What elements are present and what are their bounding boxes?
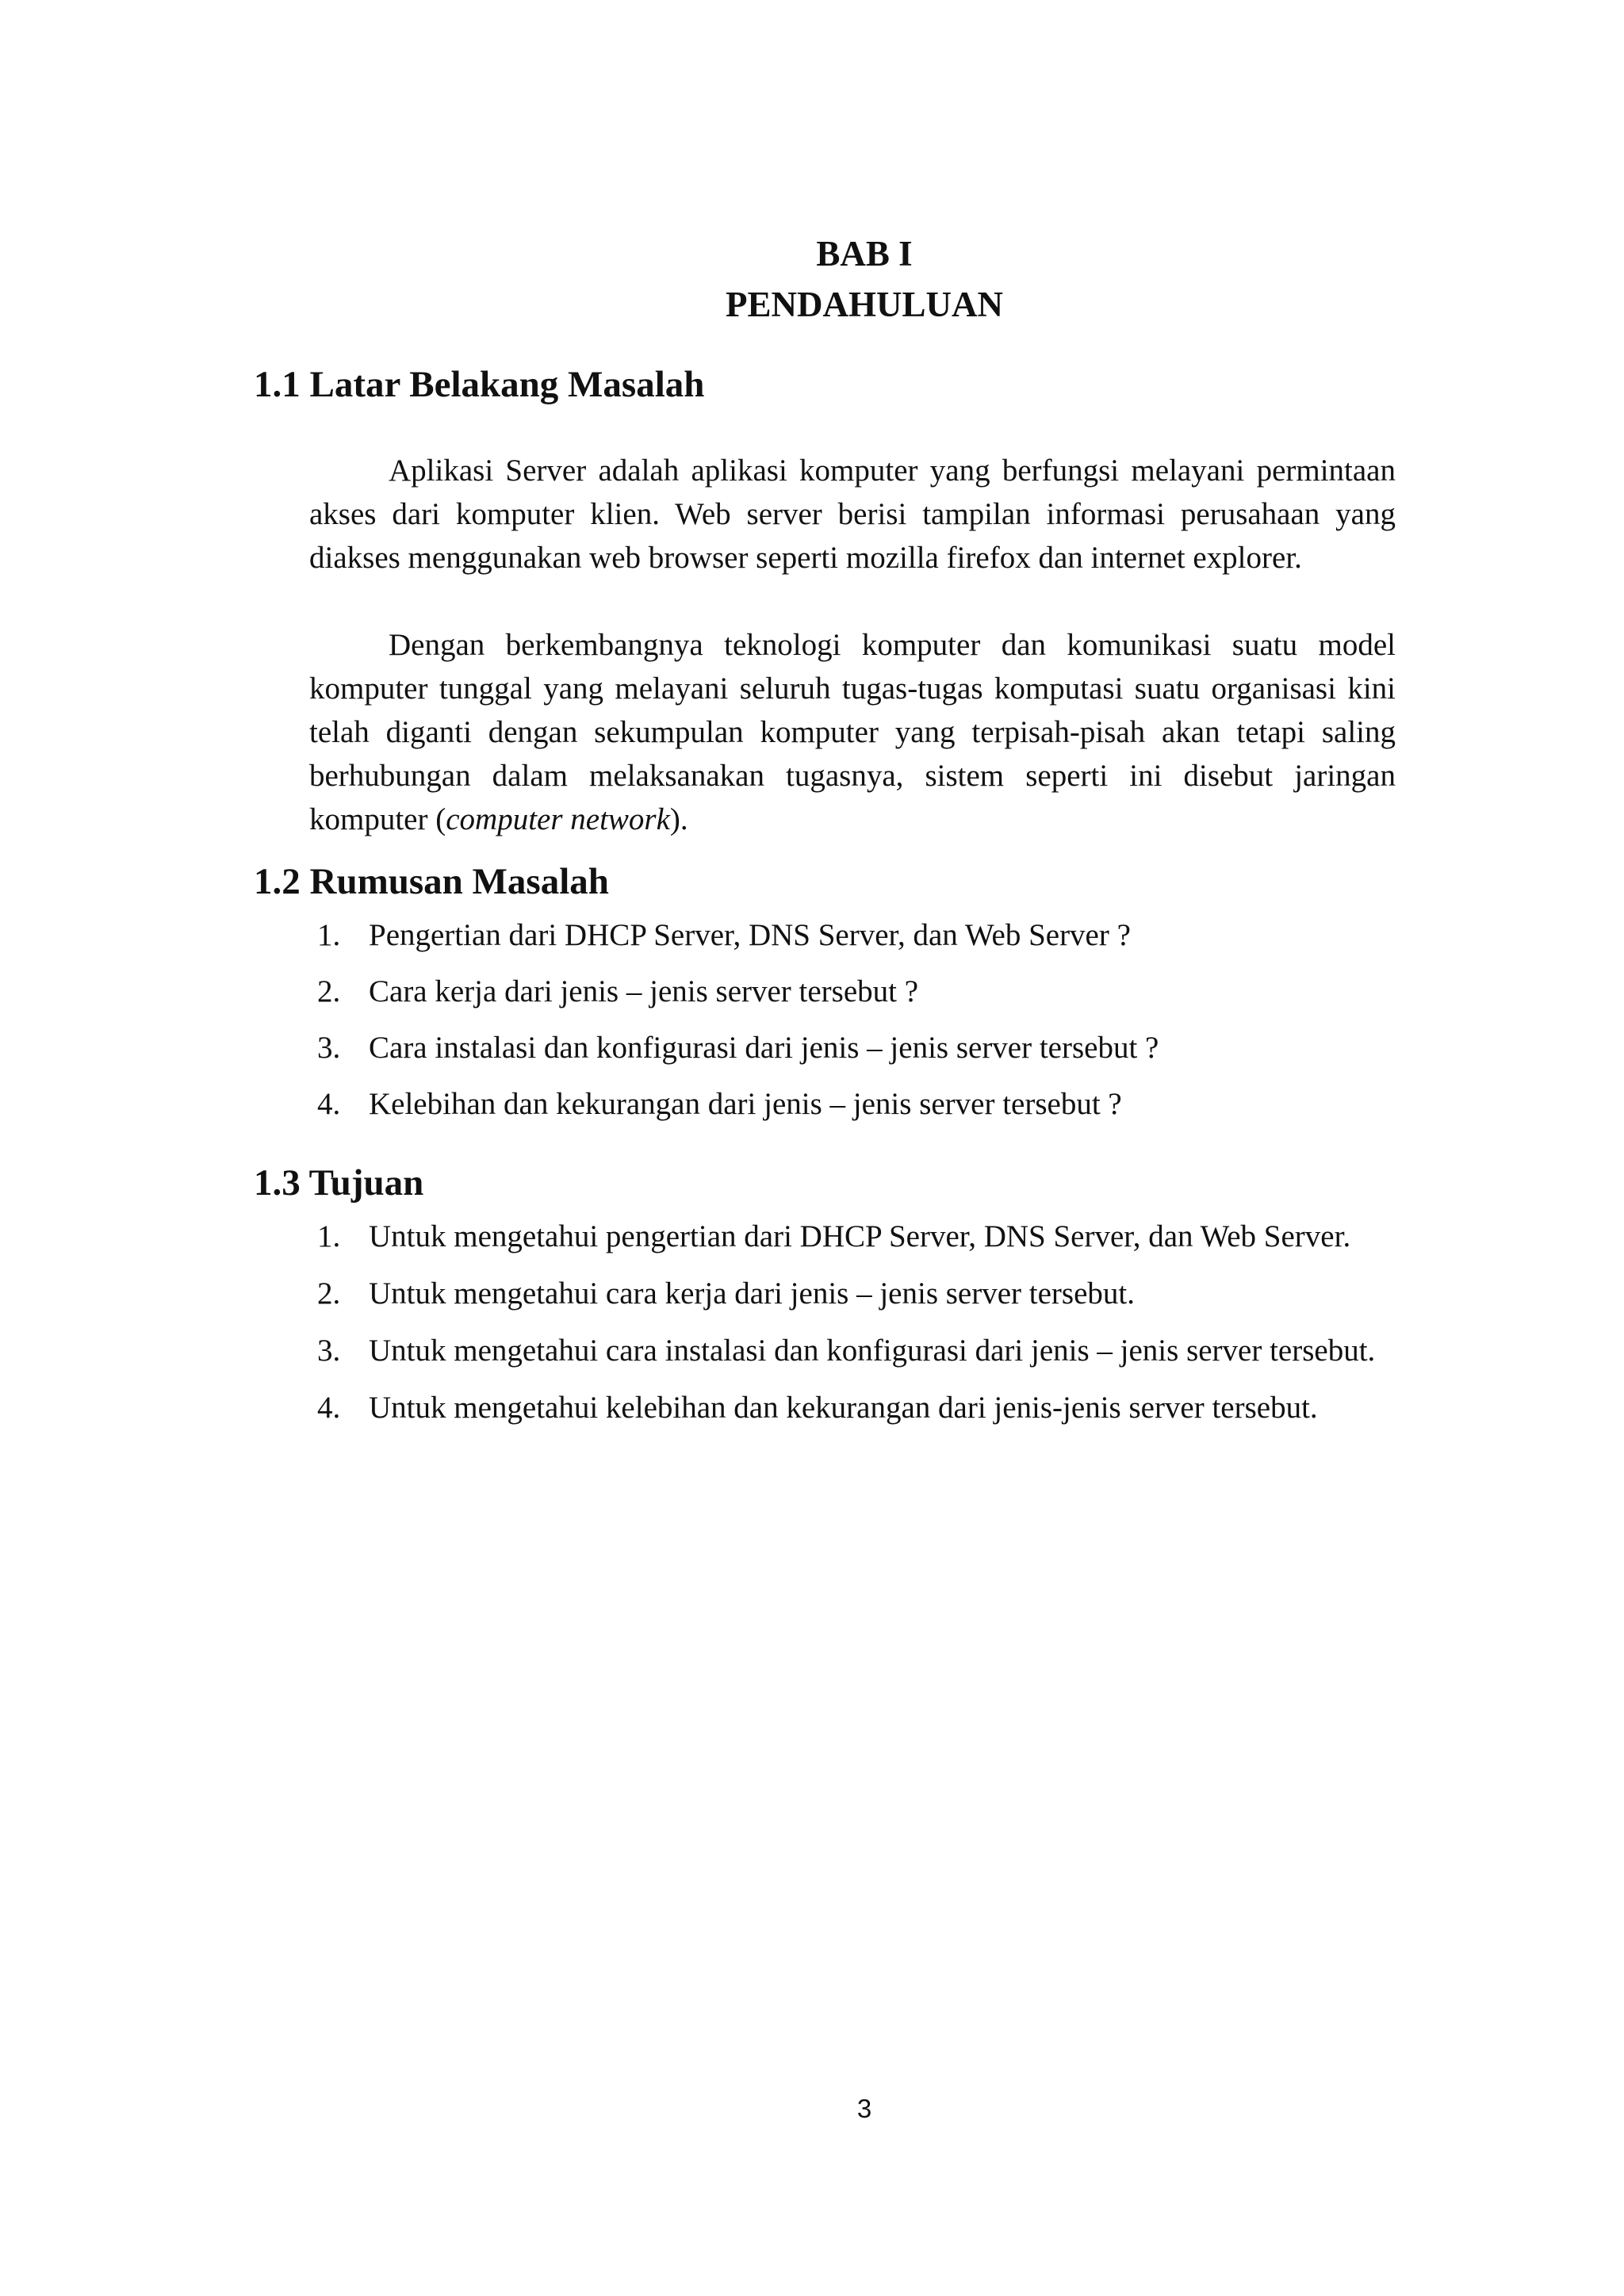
list-number: 1. [317,1219,341,1253]
chapter-title: PENDAHULUAN [725,285,1003,324]
section-heading-rumusan-masalah: 1.2 Rumusan Masalah [254,861,609,902]
paragraph-end: ). [669,802,688,836]
list-item [309,1265,1396,1322]
list-text: Cara instalasi dan konfigurasi dari jenis – jenis server tersebut ? [369,1031,1159,1065]
list-text: Untuk mengetahui pengertian dari DHCP Server, DNS Server, dan Web Server. [369,1219,1351,1253]
section-heading-latar-belakang: 1.1 Latar Belakang Masalah [254,364,705,405]
list-number: 4. [317,1087,341,1121]
tujuan-list [309,1208,1396,1437]
chapter-number: BAB I [816,234,913,274]
list-item [309,1322,1396,1380]
list-text: Untuk mengetahui cara instalasi dan konfigurasi dari jenis – jenis server tersebut. [369,1334,1376,1368]
rumusan-masalah-list [309,913,1396,1138]
list-text: Untuk mengetahui kelebihan dan kekurangan dari jenis-jenis server tersebut. [369,1391,1318,1425]
paragraph-aplikasi-server: Aplikasi Server adalah aplikasi komputer yang berfungsi melayani permintaan akses dari komputer klien. Web server berisi tampilan informasi perusahaan yang diakses menggunakan web browser seperti mozilla firefox dan internet explorer. [309,453,1396,575]
list-item [309,1082,1396,1126]
list-text: Pengertian dari DHCP Server, DNS Server, dan Web Server ? [369,918,1131,952]
list-text: Untuk mengetahui cara kerja dari jenis – jenis server tersebut. [369,1276,1135,1311]
list-item [309,913,1396,957]
list-item [309,1208,1396,1265]
list-number: 4. [317,1391,341,1425]
list-item [309,1026,1396,1070]
page-number: 3 [856,2094,872,2123]
italic-term: computer network [446,802,670,836]
list-text: Cara kerja dari jenis – jenis server tersebut ? [369,974,919,1008]
paragraph-text: Dengan berkembangnya teknologi komputer dan komunikasi suatu model komputer tunggal yang melayani seluruh tugas-tugas komputasi suatu organisasi kini telah diganti dengan sekumpulan komputer yang terpisah-pisah akan tetapi saling berhubungan dalam melaksanakan tugasnya, sistem seperti ini disebut jaringan komputer ( [309,628,1396,836]
list-item [309,970,1396,1013]
list-number: 2. [317,1276,341,1311]
list-number: 1. [317,918,341,952]
list-number: 3. [317,1334,341,1368]
list-text: Kelebihan dan kekurangan dari jenis – jenis server tersebut ? [369,1087,1122,1121]
section-heading-tujuan: 1.3 Tujuan [254,1162,424,1203]
list-item [309,1380,1396,1437]
paragraph-jaringan-komputer [309,623,1396,841]
list-number: 2. [317,974,341,1008]
list-number: 3. [317,1031,341,1065]
